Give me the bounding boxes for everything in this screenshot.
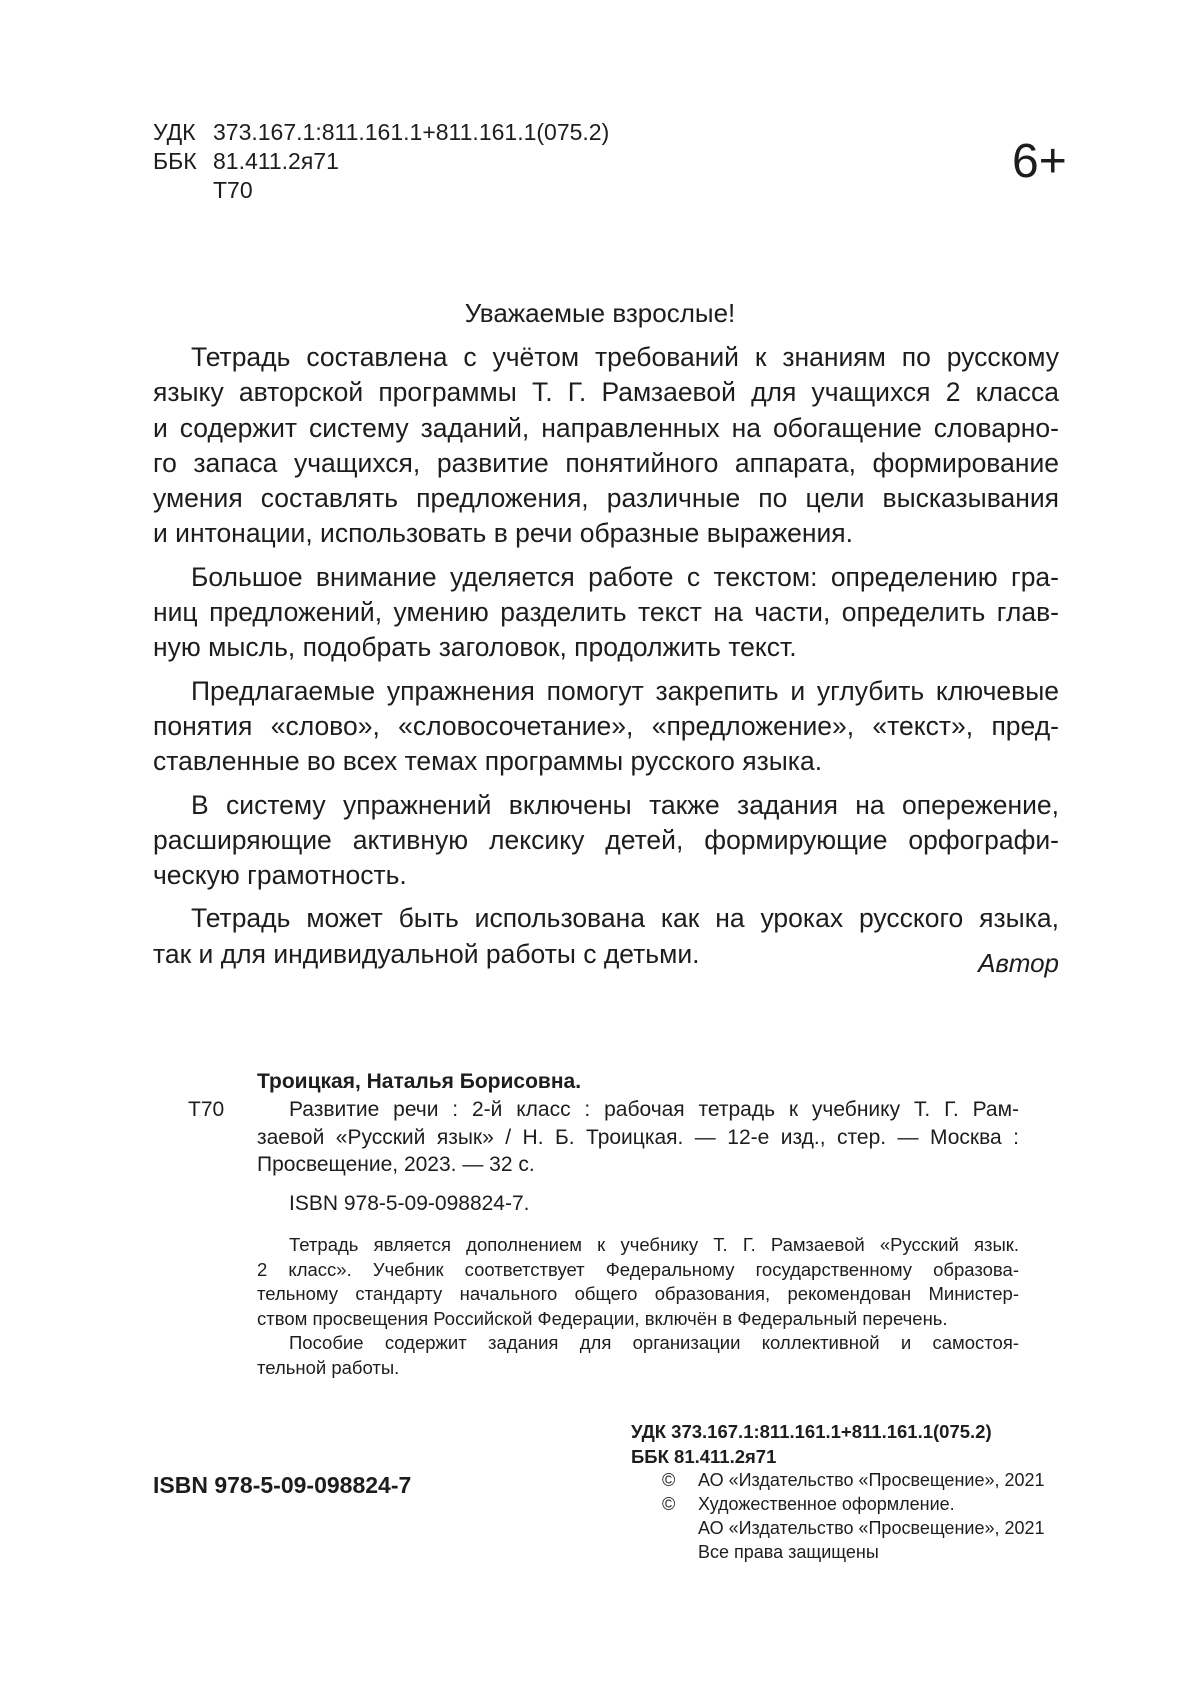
preface-paragraph xyxy=(153,901,1059,972)
text-line: В систему упражнений включены также задания на опережение, xyxy=(191,789,1059,820)
preface-paragraph xyxy=(153,788,1059,894)
bbk-value: 81.411.2я71 xyxy=(213,148,339,174)
author-mark: Т70 xyxy=(213,177,253,203)
udk-value: 373.167.1:811.161.1+811.161.1(075.2) xyxy=(213,119,610,145)
age-rating: 6+ xyxy=(1012,135,1067,188)
text-line: и содержит систему заданий, направленных на обогащение словарно- xyxy=(153,412,1059,443)
copyright-row xyxy=(662,1540,1072,1564)
text-line: Пособие содержит задания для организации коллективной и самостоя- xyxy=(289,1332,1019,1353)
copyright-row xyxy=(662,1468,1072,1492)
text-line: тельному стандарту начального общего образования, рекомендован Министер- xyxy=(257,1283,1019,1304)
copyright-icon: © xyxy=(662,1494,676,1514)
text-line: расширяющие активную лексику детей, формирующие орфографи- xyxy=(153,824,1059,855)
udk-label: УДК xyxy=(153,119,196,145)
record-isbn: ISBN 978-5-09-098824-7. xyxy=(289,1192,530,1215)
udk-row xyxy=(153,118,609,147)
preface-paragraph xyxy=(153,340,1059,552)
rights-text: Все права защищены xyxy=(698,1542,879,1562)
text-line: Большое внимание уделяется работе с текстом: определению гра- xyxy=(191,561,1059,592)
copyright-text: Художественное оформление. xyxy=(698,1494,955,1514)
text-line: так и для индивидуальной работы с детьми. xyxy=(153,938,700,969)
record-annotation xyxy=(257,1233,1019,1380)
text-line: ческую грамотность. xyxy=(153,860,407,891)
text-line: Просвещение, 2023. — 32 с. xyxy=(257,1153,535,1176)
text-line: языку авторской программы Т. Г. Рамзаевой для учащихся 2 класса xyxy=(153,377,1059,408)
text-line: 2 класс». Учебник соответствует Федеральному государственному образова- xyxy=(257,1258,1019,1280)
preface-signature: Автор xyxy=(978,948,1059,978)
copyright-icon: © xyxy=(662,1470,676,1490)
text-line: Тетрадь является дополнением к учебнику Т. Г. Рамзаевой «Русский язык. xyxy=(289,1234,1019,1255)
copyright-text: АО «Издательство «Просвещение», 2021 xyxy=(698,1470,1045,1490)
bbk-row xyxy=(153,147,609,176)
text-line: Тетрадь составлена с учётом требований к знаниям по русскому xyxy=(191,342,1059,372)
text-line: понятия «слово», «словосочетание», «предложение», «текст», пред- xyxy=(153,710,1059,741)
preface-body xyxy=(153,340,1059,980)
record-classification xyxy=(631,1419,992,1469)
copyright-block xyxy=(662,1468,1072,1564)
copyright-text: АО «Издательство «Просвещение», 2021 xyxy=(698,1518,1045,1538)
copyright-row xyxy=(662,1516,1072,1540)
record-author: Троицкая, Наталья Борисовна. xyxy=(257,1070,582,1093)
preface-greeting: Уважаемые взрослые! xyxy=(464,298,736,328)
text-line: го запаса учащихся, развитие понятийного аппарата, формирование xyxy=(153,447,1059,478)
text-line: Тетрадь может быть использована как на уроках русского языка, xyxy=(191,903,1059,934)
text-line: Развитие речи : 2-й класс : рабочая тетрадь к учебнику Т. Г. Рам- xyxy=(289,1098,1019,1121)
preface-paragraph xyxy=(153,674,1059,780)
text-line: и интонации, использовать в речи образные выражения. xyxy=(153,518,853,549)
text-line: тельной работы. xyxy=(257,1356,400,1378)
record-bbk: ББК 81.411.2я71 xyxy=(631,1446,777,1467)
preface-paragraph xyxy=(153,560,1059,666)
text-line: ством просвещения Российской Федерации, включён в Федеральный перечень. xyxy=(257,1307,948,1329)
record-description xyxy=(257,1096,1019,1179)
record-code: Т70 xyxy=(188,1098,225,1121)
text-line: Предлагаемые упражнения помогут закрепить и углубить ключевые xyxy=(191,675,1059,706)
text-line: умения составлять предложения, различные по цели высказывания xyxy=(153,483,1059,514)
bbk-label: ББК xyxy=(153,148,197,174)
footer-isbn: ISBN 978-5-09-098824-7 xyxy=(153,1472,412,1498)
classification-block xyxy=(153,118,609,205)
record-udk: УДК 373.167.1:811.161.1+811.161.1(075.2) xyxy=(631,1421,992,1442)
author-mark-row xyxy=(153,176,609,205)
text-line: ную мысль, подобрать заголовок, продолжить текст. xyxy=(153,632,797,663)
text-line: ставленные во всех темах программы русского языка. xyxy=(153,746,823,777)
copyright-row xyxy=(662,1492,1072,1516)
text-line: заевой «Русский язык» / Н. Б. Троицкая. — 12-е изд., стер. — Москва : xyxy=(257,1125,1019,1149)
text-line: ниц предложений, умению разделить текст на части, определить глав- xyxy=(153,597,1059,628)
